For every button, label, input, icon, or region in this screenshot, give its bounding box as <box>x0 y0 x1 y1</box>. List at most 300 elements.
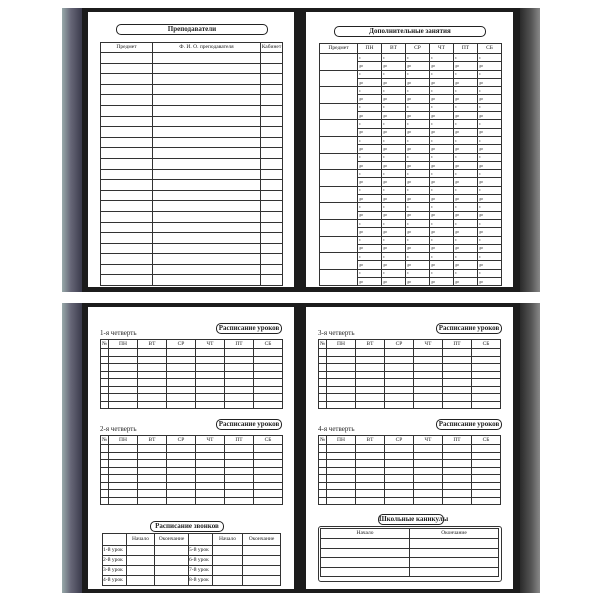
schedule-cell <box>225 460 254 468</box>
teachers-cell <box>261 169 283 180</box>
extra-title: Дополнительные занятия <box>334 26 486 37</box>
schedule-cell <box>254 482 283 490</box>
bells-row <box>103 566 281 576</box>
extra-to-cell: до <box>358 278 382 286</box>
extra-to-cell: до <box>454 145 478 153</box>
schedule-cell <box>319 379 327 387</box>
teachers-cell <box>153 148 261 159</box>
extra-to-cell: до <box>358 178 382 186</box>
schedule-cell <box>167 349 196 357</box>
extra-to-cell: до <box>454 178 478 186</box>
schedule-cell <box>138 490 167 498</box>
schedule-cell <box>472 349 501 357</box>
extra-to-cell: до <box>430 78 454 86</box>
schedule-cell <box>414 475 443 483</box>
extra-subject-cell <box>320 170 358 187</box>
extra-from-cell: с <box>478 269 502 277</box>
extra-from-cell: с <box>430 54 454 62</box>
schedule-cell <box>225 349 254 357</box>
extra-to-cell: до <box>382 95 406 103</box>
schedule-cell <box>443 497 472 505</box>
schedule-cell <box>443 460 472 468</box>
extra-to-cell: до <box>358 95 382 103</box>
schedule-table-q1 <box>100 339 283 409</box>
teachers-cell <box>261 116 283 127</box>
schedule-header-fri: ПТ <box>225 340 254 349</box>
extra-from-cell: с <box>406 136 430 144</box>
schedule-cell <box>414 371 443 379</box>
schedule-cell <box>414 490 443 498</box>
bells-cell <box>213 576 243 586</box>
bells-cell <box>155 546 189 556</box>
extra-to-cell: до <box>478 278 502 286</box>
extra-to-cell: до <box>454 211 478 219</box>
schedule-cell <box>414 349 443 357</box>
schedule-cell <box>101 467 109 475</box>
bells-cell <box>155 556 189 566</box>
teachers-row <box>101 201 283 212</box>
schedule-cell <box>167 371 196 379</box>
extra-to-cell: до <box>478 161 502 169</box>
schedule-cell <box>225 475 254 483</box>
extra-to-cell: до <box>406 278 430 286</box>
schedule-cell <box>138 371 167 379</box>
schedule-cell <box>443 475 472 483</box>
schedule-cell <box>109 371 138 379</box>
holidays-title: Школьные каникулы <box>379 515 449 523</box>
schedule-cell <box>254 364 283 372</box>
extra-to-cell: до <box>406 145 430 153</box>
teachers-row <box>101 63 283 74</box>
extra-header-thu: ЧТ <box>430 44 454 54</box>
schedule-cell <box>414 401 443 409</box>
extra-from-cell: с <box>406 269 430 277</box>
extra-from-cell: с <box>406 153 430 161</box>
bells-cell <box>127 556 155 566</box>
extra-table <box>319 43 502 286</box>
schedule-cell <box>414 497 443 505</box>
schedule-header-thu: ЧТ <box>196 436 225 445</box>
schedule-cell <box>356 445 385 453</box>
teachers-row <box>101 53 283 64</box>
teachers-header-name: Ф. И. О. преподавателя <box>153 43 261 53</box>
schedule-row <box>319 475 501 483</box>
extra-to-cell: до <box>478 211 502 219</box>
schedule-cell <box>414 467 443 475</box>
schedule-row <box>101 371 283 379</box>
schedule-header-tue: ВТ <box>356 436 385 445</box>
schedule-cell <box>109 460 138 468</box>
teachers-cell <box>101 74 153 85</box>
extra-row <box>320 136 502 144</box>
extra-from-cell: с <box>478 70 502 78</box>
schedule-cell <box>443 394 472 402</box>
extra-header-wed: СР <box>406 44 430 54</box>
extra-to-cell: до <box>406 95 430 103</box>
extra-from-cell: с <box>478 219 502 227</box>
schedule-cell <box>385 401 414 409</box>
schedule-header-mon: ПН <box>327 340 356 349</box>
extra-subject-cell <box>320 70 358 87</box>
schedule-cell <box>385 497 414 505</box>
teachers-row <box>101 211 283 222</box>
schedule-cell <box>109 490 138 498</box>
extra-from-cell: с <box>358 120 382 128</box>
schedule-cell <box>414 379 443 387</box>
teachers-cell <box>153 53 261 64</box>
extra-from-cell: с <box>430 153 454 161</box>
extra-from-cell: с <box>358 236 382 244</box>
schedule-header-mon: ПН <box>327 436 356 445</box>
schedule-cell <box>225 379 254 387</box>
schedule-cell <box>414 452 443 460</box>
schedule-header-tue: ВТ <box>138 340 167 349</box>
schedule-cell <box>196 445 225 453</box>
bells-cell <box>243 566 281 576</box>
schedule-cell <box>356 452 385 460</box>
extra-from-cell: с <box>430 170 454 178</box>
schedule-cell <box>225 482 254 490</box>
bells-lesson-label: 7-й урок <box>189 566 213 576</box>
extra-to-cell: до <box>454 195 478 203</box>
teachers-cell <box>153 116 261 127</box>
schedule-cell <box>254 467 283 475</box>
schedule-cell <box>327 371 356 379</box>
schedule-cell <box>443 401 472 409</box>
schedule-cell <box>385 460 414 468</box>
extra-to-cell: до <box>406 78 430 86</box>
extra-to-cell: до <box>406 228 430 236</box>
schedule-cell <box>254 356 283 364</box>
teachers-cell <box>153 95 261 106</box>
extra-row <box>320 253 502 261</box>
teachers-cell <box>261 275 283 286</box>
schedule-cell <box>109 394 138 402</box>
extra-to-cell: до <box>478 178 502 186</box>
schedule-cell <box>254 490 283 498</box>
extra-row <box>320 87 502 95</box>
schedule-cell <box>327 386 356 394</box>
extra-from-cell: с <box>382 170 406 178</box>
extra-subject-cell <box>320 186 358 203</box>
schedule-row <box>319 356 501 364</box>
extra-from-cell: с <box>358 203 382 211</box>
schedule-header-fri: ПТ <box>443 436 472 445</box>
holidays-cell <box>410 567 499 577</box>
schedule-cell <box>327 467 356 475</box>
schedule-table-q3 <box>318 339 501 409</box>
schedule-header-thu: ЧТ <box>196 340 225 349</box>
schedule-cell <box>138 445 167 453</box>
schedule-cell <box>414 356 443 364</box>
teachers-cell <box>101 180 153 191</box>
schedule-row <box>101 386 283 394</box>
extra-to-cell: до <box>454 278 478 286</box>
teachers-cell <box>101 137 153 148</box>
teachers-cell <box>101 233 153 244</box>
extra-from-cell: с <box>454 120 478 128</box>
schedule-cell <box>109 356 138 364</box>
schedule-cell <box>254 349 283 357</box>
extra-from-cell: с <box>382 87 406 95</box>
schedule-row <box>319 445 501 453</box>
quarter-1-label: 1-я четверть <box>100 329 137 337</box>
teachers-cell <box>153 254 261 265</box>
extra-to-cell: до <box>478 62 502 70</box>
holidays-cell <box>321 567 410 577</box>
teachers-cell <box>261 180 283 191</box>
extra-from-cell: с <box>406 236 430 244</box>
extra-row <box>320 54 502 62</box>
extra-to-cell: до <box>382 261 406 269</box>
schedule-header-mon: ПН <box>109 436 138 445</box>
extra-from-cell: с <box>382 54 406 62</box>
extra-row <box>320 236 502 244</box>
schedule-cell <box>101 386 109 394</box>
schedule-cell <box>443 445 472 453</box>
teachers-cell <box>261 74 283 85</box>
bells-cell <box>243 576 281 586</box>
teachers-cell <box>153 243 261 254</box>
schedule-cell <box>225 401 254 409</box>
teachers-cell <box>153 180 261 191</box>
schedule-row <box>101 460 283 468</box>
schedule-cell <box>138 452 167 460</box>
schedule-cell <box>167 482 196 490</box>
teachers-cell <box>261 127 283 138</box>
schedule-cell <box>472 482 501 490</box>
schedule-cell <box>225 356 254 364</box>
bells-table <box>102 533 281 586</box>
schedule-cell <box>225 394 254 402</box>
schedule-row <box>101 475 283 483</box>
extra-to-cell: до <box>382 145 406 153</box>
extra-to-cell: до <box>382 211 406 219</box>
schedule-cell <box>254 497 283 505</box>
extra-from-cell: с <box>454 203 478 211</box>
extra-to-cell: до <box>358 62 382 70</box>
extra-from-cell: с <box>478 203 502 211</box>
schedule-cell <box>356 349 385 357</box>
extra-from-cell: с <box>358 186 382 194</box>
teachers-cell <box>153 201 261 212</box>
extra-from-cell: с <box>406 54 430 62</box>
schedule-cell <box>327 349 356 357</box>
schedule-cell <box>138 356 167 364</box>
extra-subject-cell <box>320 269 358 286</box>
extra-from-cell: с <box>454 186 478 194</box>
extra-to-cell: до <box>430 261 454 269</box>
schedule-cell <box>327 445 356 453</box>
extra-from-cell: с <box>430 136 454 144</box>
schedule-cell <box>225 497 254 505</box>
teachers-row <box>101 74 283 85</box>
extra-subject-cell <box>320 219 358 236</box>
bells-header-end-2: Окончание <box>243 534 281 546</box>
schedule-cell <box>356 497 385 505</box>
bells-header-start-2: Начало <box>213 534 243 546</box>
schedule-cell <box>472 356 501 364</box>
schedule-cell <box>109 445 138 453</box>
bells-lesson-label: 1-й урок <box>103 546 127 556</box>
schedule-cell <box>167 394 196 402</box>
schedule-cell <box>327 475 356 483</box>
schedule-cell <box>167 490 196 498</box>
schedule-header-num: № <box>319 436 326 443</box>
schedule-cell <box>385 394 414 402</box>
schedule-cell <box>167 452 196 460</box>
schedule-cell <box>196 364 225 372</box>
teachers-row <box>101 116 283 127</box>
schedule-header-fri: ПТ <box>443 340 472 349</box>
schedule-row <box>319 394 501 402</box>
teachers-cell <box>153 169 261 180</box>
extra-from-cell: с <box>430 120 454 128</box>
schedule-cell <box>254 460 283 468</box>
schedule-row <box>319 490 501 498</box>
schedule-cell <box>472 445 501 453</box>
schedule-cell <box>109 497 138 505</box>
schedule-cell <box>356 460 385 468</box>
schedule-cell <box>167 475 196 483</box>
extra-from-cell: с <box>478 153 502 161</box>
schedule-cell <box>327 490 356 498</box>
schedule-cell <box>356 401 385 409</box>
schedule-cell <box>319 371 327 379</box>
extra-from-cell: с <box>382 153 406 161</box>
bells-title: Расписание звонков <box>150 521 224 532</box>
schedule-cell <box>385 467 414 475</box>
schedule-cell <box>101 482 109 490</box>
schedule-cell <box>319 401 327 409</box>
extra-to-cell: до <box>430 278 454 286</box>
teachers-row <box>101 158 283 169</box>
extra-from-cell: с <box>454 136 478 144</box>
teachers-cell <box>101 275 153 286</box>
teachers-cell <box>261 95 283 106</box>
schedule-header-thu: ЧТ <box>414 436 443 445</box>
schedule-table-q4 <box>318 435 501 505</box>
schedule-cell <box>254 371 283 379</box>
schedule-cell <box>109 386 138 394</box>
extra-row <box>320 170 502 178</box>
schedule-cell <box>167 497 196 505</box>
schedule-header-wed: СР <box>167 340 196 349</box>
extra-from-cell: с <box>478 103 502 111</box>
teachers-header-room: Кабинет <box>261 43 283 53</box>
teachers-cell <box>261 254 283 265</box>
schedule-cell <box>327 394 356 402</box>
extra-from-cell: с <box>358 170 382 178</box>
schedule-cell <box>443 379 472 387</box>
teachers-cell <box>101 84 153 95</box>
teachers-cell <box>153 127 261 138</box>
teachers-cell <box>101 222 153 233</box>
holidays-header-start: Начало <box>321 529 410 539</box>
schedule-row <box>319 349 501 357</box>
schedule-cell <box>385 364 414 372</box>
bells-cell <box>127 576 155 586</box>
book-edge-left-bottom <box>62 303 84 593</box>
teachers-cell <box>101 148 153 159</box>
extra-subject-cell <box>320 136 358 153</box>
schedule-cell <box>225 490 254 498</box>
schedule-cell <box>101 497 109 505</box>
schedule-cell <box>109 379 138 387</box>
schedule-cell <box>254 379 283 387</box>
extra-to-cell: до <box>430 244 454 252</box>
schedule-cell <box>225 452 254 460</box>
schedule-cell <box>196 482 225 490</box>
schedule-cell <box>138 401 167 409</box>
extra-to-cell: до <box>430 211 454 219</box>
schedule-cell <box>385 349 414 357</box>
schedule-cell <box>109 482 138 490</box>
schedule-row <box>101 394 283 402</box>
extra-to-cell: до <box>358 128 382 136</box>
teachers-cell <box>261 233 283 244</box>
bells-lesson-label: 2-й урок <box>103 556 127 566</box>
schedule-cell <box>472 394 501 402</box>
teachers-cell <box>261 264 283 275</box>
extra-to-cell: до <box>478 228 502 236</box>
teachers-cell <box>261 105 283 116</box>
teachers-cell <box>101 53 153 64</box>
extra-from-cell: с <box>406 70 430 78</box>
extra-to-cell: до <box>358 228 382 236</box>
teachers-cell <box>153 158 261 169</box>
extra-to-cell: до <box>430 112 454 120</box>
teachers-cell <box>261 137 283 148</box>
holidays-header-end: Окончание <box>410 529 499 539</box>
extra-to-cell: до <box>406 261 430 269</box>
extra-from-cell: с <box>430 219 454 227</box>
extra-from-cell: с <box>358 70 382 78</box>
extra-to-cell: до <box>454 228 478 236</box>
schedule-cell <box>443 490 472 498</box>
teachers-row <box>101 190 283 201</box>
bells-header-start-1: Начало <box>127 534 155 546</box>
teachers-row <box>101 148 283 159</box>
schedule-cell <box>254 401 283 409</box>
extra-subject-cell <box>320 103 358 120</box>
schedule-cell <box>385 386 414 394</box>
extra-from-cell: с <box>382 186 406 194</box>
schedule-cell <box>327 482 356 490</box>
schedule-cell <box>138 364 167 372</box>
schedule-cell <box>327 452 356 460</box>
schedule-header-sat: СБ <box>254 436 283 445</box>
extra-from-cell: с <box>406 87 430 95</box>
teachers-cell <box>101 243 153 254</box>
teachers-cell <box>261 211 283 222</box>
schedule-cell <box>319 364 327 372</box>
schedule-cell <box>385 356 414 364</box>
schedule-row <box>101 356 283 364</box>
extra-to-cell: до <box>382 244 406 252</box>
schedule-cell <box>167 401 196 409</box>
quarter-2-title: Расписание уроков <box>216 419 282 430</box>
schedule-cell <box>225 467 254 475</box>
extra-to-cell: до <box>358 261 382 269</box>
extra-from-cell: с <box>430 186 454 194</box>
extra-from-cell: с <box>406 103 430 111</box>
extra-from-cell: с <box>382 70 406 78</box>
extra-to-cell: до <box>358 161 382 169</box>
schedule-cell <box>443 452 472 460</box>
extra-from-cell: с <box>358 136 382 144</box>
schedule-cell <box>254 452 283 460</box>
